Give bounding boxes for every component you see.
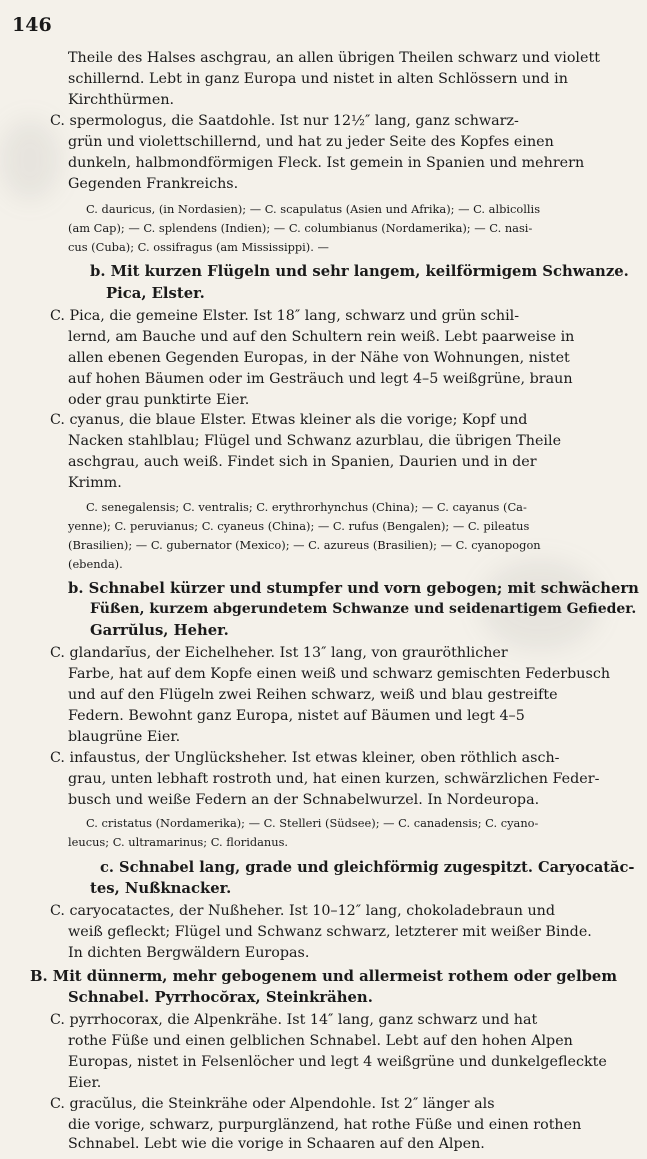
heading-line: Füßen, kurzem abgerundetem Schwanze und seidenartigem Gefieder.: [90, 601, 637, 617]
page-number: 146: [12, 14, 52, 36]
note-line: yenne); C. peruvianus; C. cyaneus (China); — C. rufus (Bengalen); — C. pileatus: [68, 519, 530, 533]
note-line: leucus; C. ultramarinus; C. floridanus.: [68, 835, 289, 849]
note-line: (Brasilien); — C. gubernator (Mexico); — C. azureus (Brasilien); — C. cyanopogon: [68, 538, 541, 552]
note-line: cus (Cuba); C. ossifragus (am Mississippi). —: [68, 240, 329, 254]
text-line: Eier.: [68, 1075, 102, 1091]
text-line: Theile des Halses aschgrau, an allen übrigen Theilen schwarz und violett: [68, 50, 600, 66]
text-line: C. pyrrhocorax, die Alpenkrähe. Ist 14″ lang, ganz schwarz und hat: [50, 1012, 538, 1028]
text-line: Kirchthürmen.: [68, 92, 175, 108]
text-line: die vorige, schwarz, purpurglänzend, hat rothe Füße und einen rothen: [68, 1117, 582, 1133]
text-line: schillernd. Lebt in ganz Europa und nistet in alten Schlössern und in: [68, 71, 568, 87]
text-line: grün und violettschillernd, und hat zu jeder Seite des Kopfes einen: [68, 134, 554, 150]
heading-line: Schnabel. Pyrrhocŏrax, Steinkrähen.: [68, 989, 373, 1006]
note-line: (ebenda).: [68, 557, 123, 571]
text-line: rothe Füße und einen gelblichen Schnabel. Lebt auf den hohen Alpen: [68, 1033, 573, 1049]
text-line: blaugrüne Eier.: [68, 729, 181, 745]
page-stain: [0, 120, 60, 200]
heading-line: c. Schnabel lang, grade und gleichförmig zugespitzt. Caryocatăc-: [100, 859, 635, 876]
text-line: Farbe, hat auf dem Kopfe einen weiß und schwarz gemischten Federbusch: [68, 666, 611, 682]
text-line: C. gracŭlus, die Steinkrähe oder Alpendohle. Ist 2″ länger als: [50, 1096, 495, 1112]
heading-line: b. Mit kurzen Flügeln und sehr langem, keilförmigem Schwanze.: [90, 263, 629, 280]
note-line: C. dauricus, (in Nordasien); — C. scapulatus (Asien und Afrika); — C. albicollis: [86, 202, 541, 216]
text-line: Europas, nistet in Felsenlöcher und legt 4 weißgrüne und dunkelgefleckte: [68, 1054, 607, 1070]
note-line: C. senegalensis; C. ventralis; C. erythrorhynchus (China); — C. cayanus (Ca-: [86, 500, 527, 514]
text-line: Federn. Bewohnt ganz Europa, nistet auf Bäumen und legt 4–5: [68, 708, 525, 724]
text-line: oder grau punktirte Eier.: [68, 392, 250, 408]
heading-line: b. Schnabel kürzer und stumpfer und vorn gebogen; mit schwächern: [68, 580, 639, 597]
text-line: dunkeln, halbmondförmigen Fleck. Ist gemein in Spanien und mehrern: [68, 155, 585, 171]
text-line: busch und weiße Federn an der Schnabelwurzel. In Nordeuropa.: [68, 792, 540, 808]
text-line: C. cyanus, die blaue Elster. Etwas kleiner als die vorige; Kopf und: [50, 412, 528, 428]
text-line: Schnabel. Lebt wie die vorige in Schaaren auf den Alpen.: [68, 1136, 485, 1152]
text-line: aschgrau, auch weiß. Findet sich in Spanien, Daurien und in der: [68, 454, 537, 470]
text-line: Krimm.: [68, 475, 122, 491]
text-line: und auf den Flügeln zwei Reihen schwarz, weiß und blau gestreifte: [68, 687, 558, 703]
text-line: lernd, am Bauche und auf den Schultern rein weiß. Lebt paarweise in: [68, 329, 575, 345]
text-line: Nacken stahlblau; Flügel und Schwanz azurblau, die übrigen Theile: [68, 433, 562, 449]
note-line: C. cristatus (Nordamerika); — C. Stelleri (Südsee); — C. canadensis; C. cyano-: [86, 816, 539, 830]
heading-line: Garrŭlus, Heher.: [90, 622, 229, 639]
text-line: C. caryocatactes, der Nußheher. Ist 10–12″ lang, chokoladebraun und: [50, 903, 556, 919]
heading-line: Pica, Elster.: [106, 285, 205, 302]
text-line: auf hohen Bäumen oder im Gesträuch und legt 4–5 weißgrüne, braun: [68, 371, 573, 387]
text-line: Gegenden Frankreichs.: [68, 176, 239, 192]
text-line: allen ebenen Gegenden Europas, in der Nähe von Wohnungen, nistet: [68, 350, 570, 366]
text-line: In dichten Bergwäldern Europas.: [68, 945, 310, 961]
note-line: (am Cap); — C. splendens (Indien); — C. columbianus (Nordamerika); — C. nasi-: [68, 221, 533, 235]
text-line: C. Pica, die gemeine Elster. Ist 18″ lang, schwarz und grün schil-: [50, 308, 520, 324]
heading-line: tes, Nußknacker.: [90, 880, 232, 897]
text-line: weiß gefleckt; Flügel und Schwanz schwarz, letzterer mit weißer Binde.: [68, 924, 592, 940]
text-line: grau, unten lebhaft rostroth und, hat einen kurzen, schwärzlichen Feder-: [68, 771, 600, 787]
text-line: C. glandarĭus, der Eichelheher. Ist 13″ lang, von grauröthlicher: [50, 645, 508, 661]
text-line: C. infaustus, der Unglücksheher. Ist etwas kleiner, oben röthlich asch-: [50, 750, 560, 766]
heading-line: B. Mit dünnerm, mehr gebogenem und allermeist rothem oder gelbem: [30, 968, 617, 985]
text-line: C. spermologus, die Saatdohle. Ist nur 12½″ lang, ganz schwarz-: [50, 113, 519, 129]
